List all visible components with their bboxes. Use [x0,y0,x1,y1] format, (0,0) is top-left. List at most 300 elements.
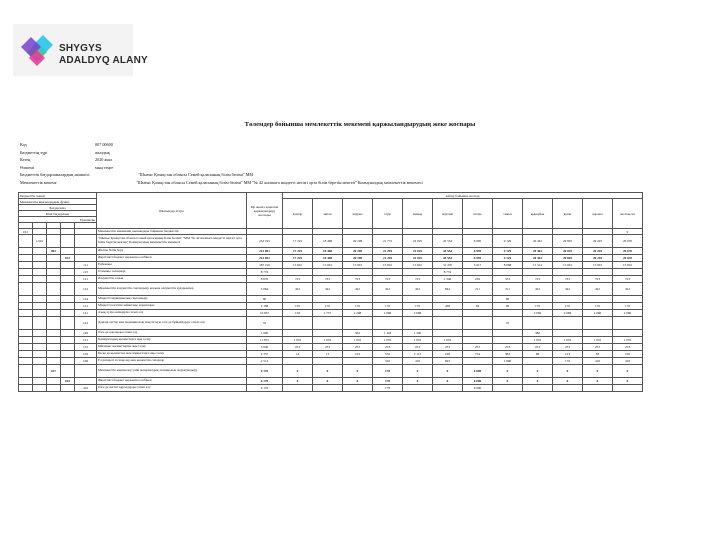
year-total-cell: 212 001 [247,255,283,262]
code-cell [61,310,75,317]
code-cell [19,365,33,378]
month-value-cell: 723 [613,276,643,283]
month-value-cell [403,385,433,392]
year-total-cell: 8 676 [247,276,283,283]
code-cell [19,351,33,358]
month-value-cell: 422 [283,283,313,296]
code-cell [19,358,33,365]
month-value-cell: 253 [463,344,493,351]
month-value-cell [313,385,343,392]
expense-name-cell: Еңбекақы [97,262,247,269]
month-value-cell: 176 [403,303,433,310]
month-value-cell: 422 [613,283,643,296]
month-value-cell: 0 [403,365,433,378]
month-value-cell: 603 [433,358,463,365]
month-value-cell [403,296,433,303]
code-cell [47,255,61,262]
code-cell [33,365,47,378]
month-value-cell: 6 000 [463,378,493,385]
month-value-cell: 20 198 [343,248,373,255]
table-row [19,317,643,330]
expense-name-cell: "Шығыс Қазақстан облысы Семей қаласының білім бөлімі" "ММ "№ 42 жалпыға міндетті негізгі орта білім беретін мектеп" Коммуналдық мемлекеттік мекемесі [97,235,247,248]
month-value-cell: 17 225 [283,255,313,262]
code-cell [47,344,61,351]
month-value-cell: 123 [553,351,583,358]
month-value-cell: 170 [553,358,583,365]
code-cell [61,337,75,344]
code-cell: 111 [75,262,97,269]
month-value-cell: 15 601 [373,262,403,269]
year-total-cell: 2 513 [247,358,283,365]
month-value-cell: 734 [463,351,493,358]
code-cell [19,276,33,283]
header-subprogram: Кіші бағдарлама [19,211,97,217]
table-row [19,276,643,283]
code-cell [33,303,47,310]
meta-value: мың теңге [95,164,114,170]
code-cell [33,351,47,358]
month-value-cell: 253 [583,344,613,351]
month-value-cell [403,269,433,276]
month-value-cell: 576 [373,351,403,358]
code-cell [47,330,61,337]
meta-key: Өлшемі [20,164,35,170]
month-value-cell: 22 025 [403,248,433,255]
month-value-cell: 8 774 [433,269,463,276]
code-cell [47,276,61,283]
month-value-cell: 253 [553,344,583,351]
month-value-cell: 723 [313,276,343,283]
month-value-cell: 20 670 [613,235,643,248]
expense-name-cell: Ел ішіндегі іссапарлар мен қызметтік сапарлар [97,358,247,365]
table-row [19,358,643,365]
month-value-cell: 211 [463,283,493,296]
month-value-cell: 410 [613,358,643,365]
header-month: қараша [583,199,613,229]
month-value-cell: 256 [463,276,493,283]
month-value-cell: 6 995 [463,248,493,255]
expense-name-cell: Коммуналдық қызметтерге ақы төлеу [97,337,247,344]
year-total-cell: 6 170 [247,385,283,392]
code-cell [33,310,47,317]
month-value-cell: 6 000 [463,385,493,392]
month-value-cell: 410 [583,358,613,365]
month-value-cell: 0 [523,378,553,385]
code-cell [33,283,47,296]
month-value-cell [523,358,553,365]
month-value-cell: 422 [583,283,613,296]
month-value-cell: 20 825 [553,248,583,255]
month-value-cell: 13 [313,351,343,358]
table-row [19,351,643,358]
month-value-cell: 83 [583,351,613,358]
month-value-cell [343,385,373,392]
code-cell: 159 [75,351,97,358]
month-value-cell: 422 [343,283,373,296]
month-value-cell: 0 [583,365,613,378]
month-value-cell [583,317,613,330]
month-value-cell: 410 [403,358,433,365]
month-value-cell: 0 [343,365,373,378]
month-value-cell: 17 225 [283,248,313,255]
month-value-cell [343,269,373,276]
month-value-cell: 211 [493,283,523,296]
month-value-cell [373,296,403,303]
meta-key: Мемлекеттік мекеме [20,179,57,185]
table-row [19,385,643,392]
code-cell [61,248,75,255]
month-value-cell: 1 055 [373,337,403,344]
code-cell [61,283,75,296]
month-value-cell [553,385,583,392]
year-total-cell: 11 872 [247,337,283,344]
code-cell [33,269,47,276]
month-value-cell: 844 [433,283,463,296]
table-row [19,330,643,337]
header-month: шілде [463,199,493,229]
month-value-cell [283,269,313,276]
month-value-cell: 1 346 [433,276,463,283]
month-value-cell: 422 [403,283,433,296]
expense-name-cell: Басқа да қызметтер мен жұмыстарға ақы төлеу [97,351,247,358]
month-value-cell: 156 [283,303,313,310]
year-total-cell: 8 774 [247,269,283,276]
month-value-cell: 18 468 [313,248,343,255]
month-value-cell: 0 [583,378,613,385]
month-value-cell: 15 601 [583,262,613,269]
month-value-cell: 253 [283,344,313,351]
code-cell [61,385,75,392]
code-cell [19,248,33,255]
month-value-cell [283,330,313,337]
month-value-cell: 2 113 [403,351,433,358]
code-cell [33,276,47,283]
month-value-cell: 422 [523,283,553,296]
expense-name-cell: Азық-түлік өнімдерін сатып алу [97,310,247,317]
month-value-cell: 2 268 [343,310,373,317]
table-row [19,378,643,385]
month-value-cell: 15 601 [313,262,343,269]
expense-name-cell: Жергілікті бюджет қаражаты есебінен [97,255,247,262]
month-value-cell: 68 [523,351,553,358]
month-value-cell: 0 [343,378,373,385]
code-cell [33,262,47,269]
code-cell [19,378,33,385]
document-title: Төлемдер бойынша мемлекеттік мекемені қаржыландырудың жеке жоспары [244,121,476,128]
month-value-cell: 178 [373,378,403,385]
code-cell [61,296,75,303]
header-month: сәуір [373,199,403,229]
month-value-cell: 45 554 [433,248,463,255]
code-cell [47,358,61,365]
month-value-cell: 22 025 [403,235,433,248]
month-value-cell: 15 601 [553,262,583,269]
month-value-cell [523,269,553,276]
month-value-cell [553,330,583,337]
expense-name-cell: Мемлекеттік әлеуметтік сақтандыру қорына әлеуметтік аударымдар [97,283,247,296]
month-value-cell: 20 198 [343,235,373,248]
month-value-cell [283,385,313,392]
month-value-cell: 1 757 [313,310,343,317]
table-row [19,337,643,344]
month-value-cell: 253 [523,344,553,351]
code-cell [19,255,33,262]
month-value-cell: 96 [493,303,523,310]
month-value-cell [613,385,643,392]
month-value-cell: 0 [313,378,343,385]
month-value-cell: 1 690 [493,358,523,365]
header-month: желтоқсан [613,199,643,229]
month-value-cell: 176 [553,303,583,310]
month-value-cell [583,330,613,337]
month-value-cell: 723 [523,276,553,283]
month-value-cell [343,296,373,303]
expense-name-cell: Жалпы білім беру [97,248,247,255]
code-cell [47,385,61,392]
month-value-cell: 20 245 [583,235,613,248]
month-value-cell [373,317,403,330]
month-value-cell: 22 025 [403,255,433,262]
code-cell [47,269,61,276]
code-cell [61,344,75,351]
month-value-cell [463,310,493,317]
month-value-cell: 14 [283,351,313,358]
year-total-cell: 6 170 [247,378,283,385]
month-value-cell: 2 066 [613,310,643,317]
month-value-cell: 2 066 [583,310,613,317]
month-value-cell: 20 245 [583,248,613,255]
year-total-cell: 252 195 [247,235,283,248]
code-cell [33,385,47,392]
code-cell [19,296,33,303]
month-value-cell: 0 [283,378,313,385]
month-value-cell: 723 [373,276,403,283]
month-value-cell: 6 000 [463,365,493,378]
month-value-cell: 383 [493,351,523,358]
year-total-cell: 1 900 [247,330,283,337]
month-value-cell: 0 [613,378,643,385]
month-value-cell [433,385,463,392]
table-row [19,303,643,310]
month-value-cell: 176 [313,303,343,310]
month-value-cell: 100 [613,351,643,358]
code-cell [75,365,97,378]
month-value-cell [433,317,463,330]
table-row [19,235,643,248]
month-value-cell: 45 554 [433,255,463,262]
month-value-cell: 176 [583,303,613,310]
month-value-cell: 723 [583,276,613,283]
month-value-cell: 0 [433,365,463,378]
table-row [19,365,643,378]
month-value-cell [313,358,343,365]
month-value-cell: 31 470 [433,262,463,269]
table-row [19,255,643,262]
month-value-cell: 253 [613,344,643,351]
header-expense-name: Шығындар атауы [97,193,247,229]
header-year-total: Бір жылға арналған қаржыландыру жоспары [247,193,283,229]
month-value-cell: 20 825 [553,235,583,248]
table-row [19,344,643,351]
month-value-cell: 1 055 [433,337,463,344]
month-value-cell: 723 [343,276,373,283]
table-row [19,283,643,296]
expense-name-cell: Жергілікті бюджет қаражаты есебінен [97,378,247,385]
code-cell: 152 [75,344,97,351]
month-value-cell [523,317,553,330]
header-month: қазан [553,199,583,229]
month-value-cell [403,317,433,330]
month-value-cell [313,269,343,276]
month-value-cell [553,317,583,330]
month-value-cell [493,310,523,317]
month-value-cell: 6 995 [463,235,493,248]
code-cell: 015 [61,378,75,385]
month-value-cell: 1 055 [553,337,583,344]
code-cell: 151 [75,337,97,344]
month-value-cell: 422 [313,283,343,296]
header-month: наурыз [343,199,373,229]
month-value-cell: 0 [613,365,643,378]
logo-text-line1: SHYGYS [59,43,102,54]
code-cell [47,351,61,358]
code-cell [61,351,75,358]
code-cell [33,358,47,365]
code-cell: 124 [75,296,97,303]
month-value-cell: 9 129 [493,248,523,255]
code-cell [47,235,61,248]
month-value-cell: 1 200 [403,330,433,337]
header-month: маусым [433,199,463,229]
month-value-cell: 1 055 [403,337,433,344]
month-value-cell: 84 [463,303,493,310]
code-cell: 017 [47,365,61,378]
month-value-cell: 0 [433,378,463,385]
year-total-cell: 6 170 [247,365,283,378]
logo-mark-icon [19,30,57,70]
month-value-cell [283,296,313,303]
code-cell [33,296,47,303]
year-total-cell: 187 216 [247,262,283,269]
code-cell [75,378,97,385]
table-row [19,262,643,269]
year-total-cell: 212 001 [247,248,283,255]
code-cell [19,344,33,351]
code-cell [47,296,61,303]
month-value-cell: 1 055 [583,337,613,344]
year-total-cell: 60 [247,296,283,303]
code-cell: 113 [75,269,97,276]
month-value-cell: 2 066 [523,310,553,317]
month-value-cell [523,385,553,392]
month-value-cell: 15 521 [523,262,553,269]
code-cell: 122 [75,283,97,296]
code-cell [61,365,75,378]
year-total-cell: 3 040 [247,344,283,351]
expense-name-cell: Өзге де қорларды сатып алу [97,330,247,337]
month-value-cell: 55 [493,317,523,330]
month-value-cell [343,317,373,330]
month-value-cell: 1 055 [313,337,343,344]
month-value-cell: 178 [373,385,403,392]
month-value-cell: 176 [613,303,643,310]
month-value-cell [283,358,313,365]
month-value-cell: 1 666 [373,310,403,317]
month-value-cell: 253 [373,344,403,351]
code-cell [61,235,75,248]
month-value-cell: 0 [523,365,553,378]
month-value-cell: 0 [553,378,583,385]
month-value-cell [463,296,493,303]
meta-value: жылдық [95,149,110,155]
month-value-cell: 20 198 [343,255,373,262]
header-specific: Ерекшелік [19,217,97,223]
month-value-cell [433,310,463,317]
code-cell [33,378,47,385]
month-value-cell: 0 [553,365,583,378]
month-value-cell: 422 [553,283,583,296]
month-value-cell: 0 [493,365,523,378]
month-value-cell: 2 068 [403,310,433,317]
meta-key: Код [20,142,27,147]
month-value-cell [283,317,313,330]
code-cell [61,317,75,330]
year-total-cell: 10 837 [247,310,283,317]
code-cell: 149 [75,330,97,337]
month-value-cell: 1 055 [523,337,553,344]
month-value-cell: 253 [403,344,433,351]
header-program: Бағдарлама [19,205,97,211]
code-cell: 1.001 [33,235,47,248]
meta-value: "Шығыс Қазақстан облысы Семей қаласының білім бөлімі" ММ "№ 42 жалпыға міндетті негізгі орта білім беретін мектеп" Коммуналдық мемлекеттік мекемесі [136,179,423,185]
month-value-cell: 18 468 [313,255,343,262]
code-cell [61,276,75,283]
month-value-cell: 20 461 [523,255,553,262]
header-budget-class: Бюджеттік сынып [19,193,97,199]
month-value-cell: 21 294 [373,248,403,255]
expense-name-cell: Өзге де негізгі құралдарды сатып алу [97,385,247,392]
header-monthly: Айлар бойынша жоспар [283,193,643,199]
month-value-cell: 362 [343,330,373,337]
code-cell: 169 [75,358,97,365]
month-value-cell: 253 [343,344,373,351]
year-total-cell: 4 357 [247,351,283,358]
month-value-cell: 15 601 [403,262,433,269]
month-value-cell: 8 068 [493,262,523,269]
code-cell [19,262,33,269]
code-cell [19,330,33,337]
code-cell [47,378,61,385]
month-value-cell: 0 [283,365,313,378]
month-value-cell: 20 670 [613,255,643,262]
logo-text-line2: ADALDYQ ALANY [59,55,148,66]
financing-plan-table [18,192,643,392]
code-cell [61,262,75,269]
month-value-cell [463,330,493,337]
code-cell [33,337,47,344]
header-month: тамыз [493,199,523,229]
header-month: ақпан [313,199,343,229]
month-value-cell [343,358,373,365]
code-cell [47,262,61,269]
month-value-cell: 5 917 [463,262,493,269]
month-value-cell: 253 [433,344,463,351]
month-value-cell [493,330,523,337]
expense-name-cell: Мемлекеттік мекемелер үшін материалдық-техникалық жарақтандыру [97,365,247,378]
meta-value: "Шығыс Қазақстан облысы Семей қаласының білім бөлімі" ММ [138,172,254,178]
month-value-cell: 0 [493,378,523,385]
month-value-cell: 17 225 [283,235,313,248]
